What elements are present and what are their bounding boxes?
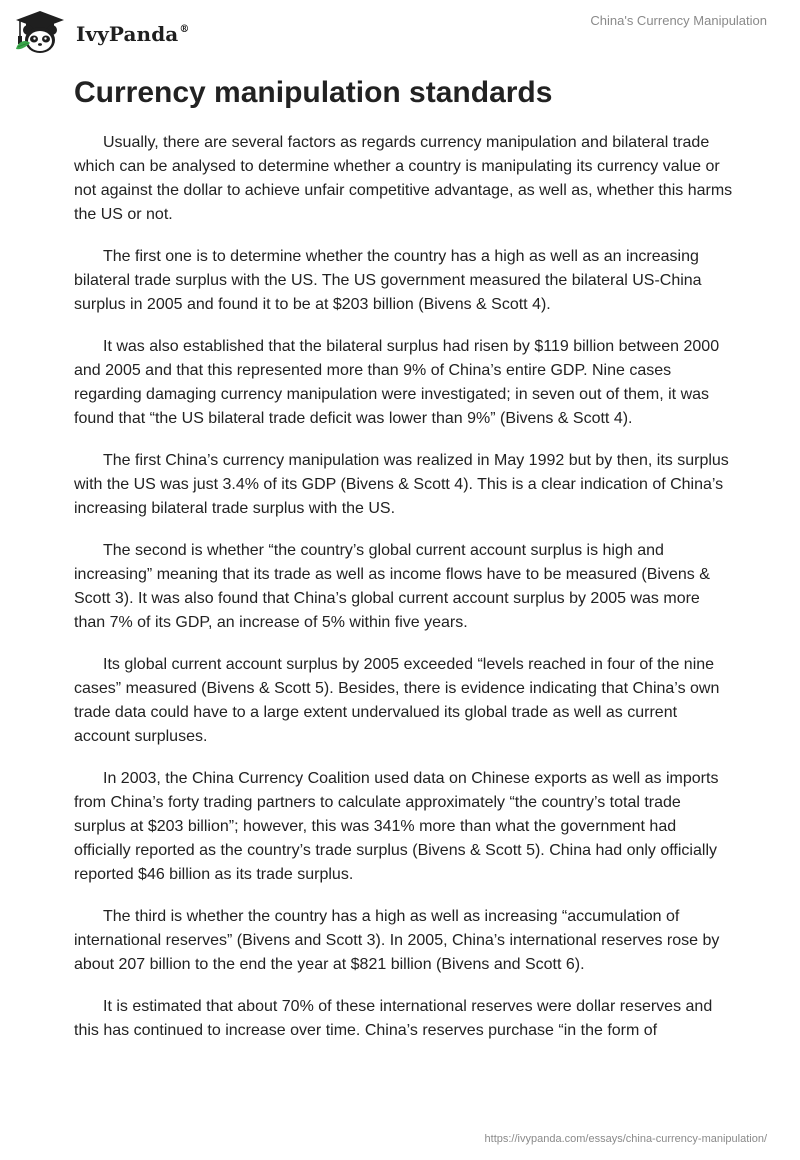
paragraph: Its global current account surplus by 2005 exceeded “levels reached in four of the nine cases” measured (Bivens & Scott 5). Besides, there is evidence indicating that China’s own trade data could have to a large extent undervalued its global trade as well as current account surpluses. bbox=[74, 656, 720, 745]
ivypanda-logo[interactable] bbox=[14, 9, 189, 55]
paragraph: The first one is to determine whether the country has a high as well as an increasing bilateral trade surplus with the US. The US government measured the bilateral US-China surplus in 2005 and found it to be at $203 billion (Bivens & Scott 4). bbox=[74, 248, 702, 313]
article-body bbox=[74, 68, 734, 1061]
section-heading: Currency manipulation standards bbox=[74, 76, 553, 109]
paragraph: The third is whether the country has a high as well as increasing “accumulation of international reserves” (Bivens and Scott 3). In 2005, China’s international reserves rose by about 207 billion to the end the year at $821 billion (Bivens and Scott 6). bbox=[74, 908, 720, 973]
paragraph: In 2003, the China Currency Coalition used data on Chinese exports as well as imports from China’s forty trading partners to calculate approximately “the country’s total trade surplus at $203 billion”; however, this was 341% more than what the government had officially reported as the country’s trade surplus (Bivens & Scott 5). China had only officially reported $46 billion as its trade surplus. bbox=[74, 770, 719, 883]
page-header bbox=[0, 0, 800, 62]
registered-mark: ® bbox=[179, 24, 190, 35]
paragraph: It was also established that the bilateral surplus had risen by $119 billion between 2000 and 2005 and that this represented more than 9% of China’s entire GDP. Nine cases regarding damaging currency manipulation were investigated; in seven out of them, it was found that “the US bilateral trade deficit was lower than 9%” (Bivens & Scott 4). bbox=[74, 338, 720, 427]
paragraph: The first China’s currency manipulation was realized in May 1992 but by then, its surplus with the US was just 3.4% of its GDP (Bivens & Scott 4). This is a clear indication of China’s increasing bilateral trade surplus with the US. bbox=[74, 452, 729, 517]
source-url[interactable]: https://ivypanda.com/essays/china-currency-manipulation/ bbox=[484, 1133, 767, 1145]
document-title: China's Currency Manipulation bbox=[590, 13, 767, 28]
paragraph: The second is whether “the country’s global current account surplus is high and increasing” meaning that its trade as well as income flows have to be measured (Bivens & Scott 3). It was also found that China’s global current account surplus by 2005 was more than 7% of its GDP, an increase of 5% within five years. bbox=[74, 542, 710, 631]
brand-name bbox=[76, 22, 189, 46]
paragraph: It is estimated that about 70% of these international reserves were dollar reserves and this has continued to increase over time. China’s reserves purchase “in the form of bbox=[74, 998, 713, 1039]
panda-graduate-icon bbox=[14, 9, 72, 55]
paragraph: Usually, there are several factors as regards currency manipulation and bilateral trade which can be analysed to determine whether a country is manipulating its currency value or not against the dollar to achieve unfair competitive advantage, as well as, whether this harms the US or not. bbox=[74, 134, 733, 223]
brand-text: IvyPanda bbox=[76, 22, 179, 46]
